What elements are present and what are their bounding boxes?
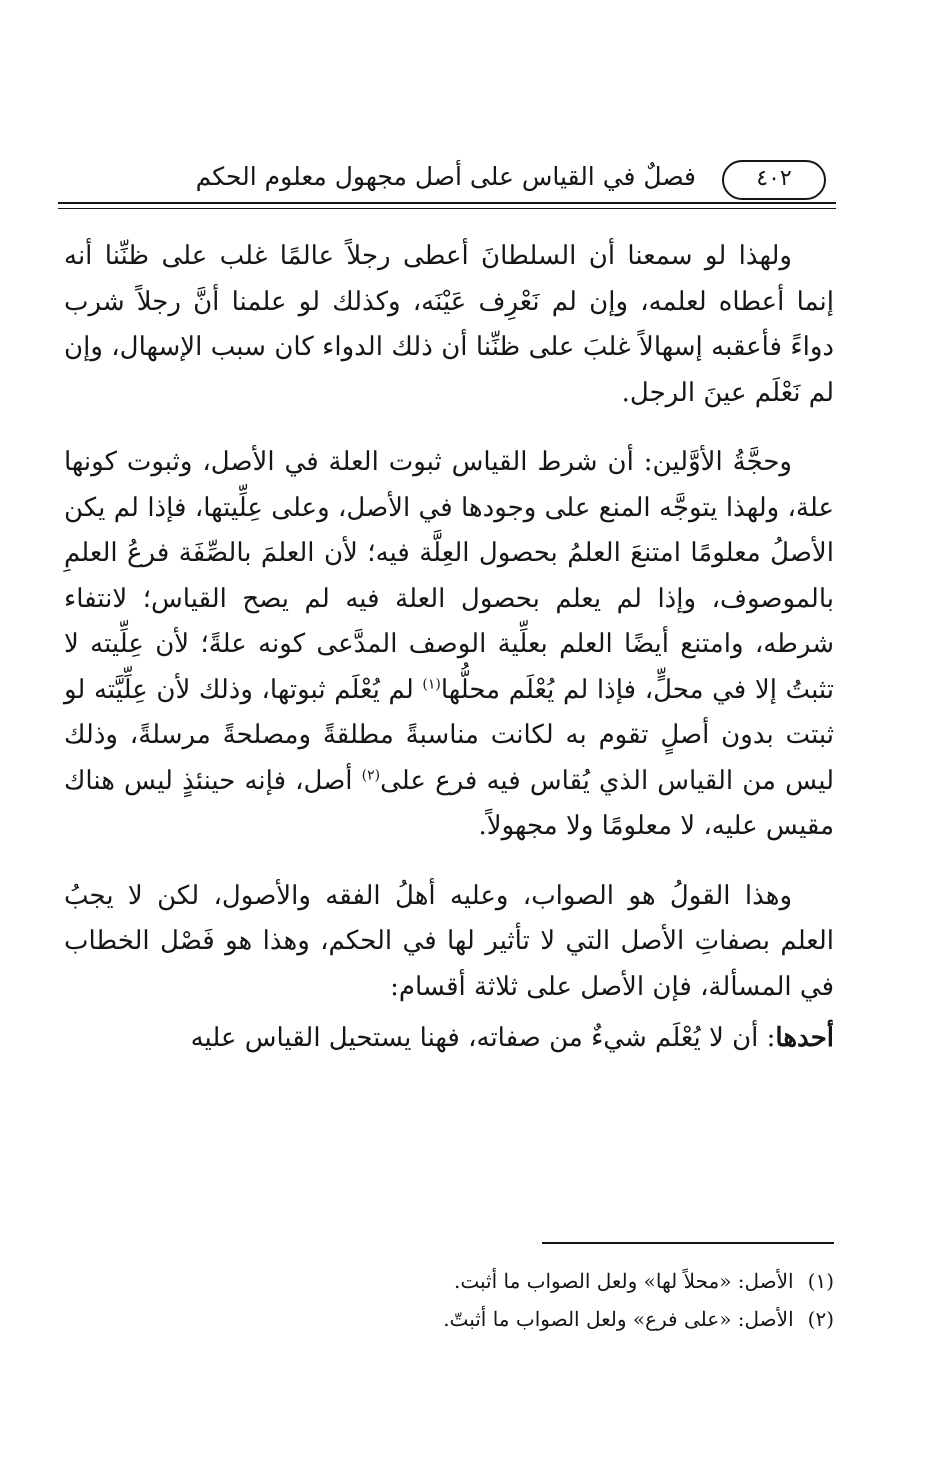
main-text: [64, 234, 834, 1062]
footnote-2-text: الأصل: «على فرع» ولعل الصواب ما أثبتّ.: [443, 1307, 794, 1331]
paragraph-2-part-3: أصل، فإنه حينئذٍ ليس هناك مقيس عليه، لا معلومًا ولا مجهولاً.: [64, 765, 834, 841]
footnote-ref-2[interactable]: (٢): [361, 766, 381, 783]
paragraph-2: [64, 440, 834, 850]
header-rule-thin: [58, 208, 836, 209]
footnote-ref-1[interactable]: (١): [422, 675, 441, 692]
footnote-1-number: (١): [807, 1269, 834, 1293]
paragraph-2-part-1: وحجَّةُ الأوَّلين: أن شرط القياس ثبوت العلة في الأصل، وثبوت كونها علة، ولهذا يتوجَّه المنع على وجودها في الأصل، وعلى عِلِّيتها، فإذا لم يكن الأصلُ معلومًا امتنعَ العلمُ بحصول العِلَّة فيه؛ لأن العلمَ بالصِّفَة فرعُ العلمِ بالموصوف، وإذا لم يعلم بحصول العلة فيه لم يصح القياس؛ لانتفاء شرطه، وامتنع أيضًا العلم بعلِّية الوصف المدَّعى كونه علةً؛ لأن عِلِّيته لا تثبتُ إلا في محلٍّ، فإذا لم يُعْلَم محلُّها: [64, 447, 835, 705]
running-title: فصلٌ في القياس على أصل مجهول معلوم الحكم: [195, 162, 696, 191]
footnotes: [100, 1262, 834, 1338]
footnote-1: [100, 1262, 834, 1300]
paragraph-3: وهذا القولُ هو الصواب، وعليه أهلُ الفقه والأصول، لكن لا يجبُ العلم بصفاتِ الأصل التي لا تأثير لها في الحكم، وهذا هو فَصْل الخطاب في المسألة، فإن الأصل على ثلاثة أقسام:: [64, 880, 834, 1002]
paragraph-2-part-2: لم يُعْلَم ثبوتها، وذلك لأن عِلِّيَّته لو ثبتت بدون أصلٍ تقوم به لكانت مناسبةً مطلقةً ومصلحةً مرسلةً، وذلك ليس من القياس الذي يُقاس فيه فرع على: [64, 674, 835, 796]
paragraph-4-lead: أحدها: [775, 1023, 834, 1053]
paragraph-4: [64, 1016, 834, 1062]
footnote-1-text: الأصل: «محلاً لها» ولعل الصواب ما أثبت.: [453, 1269, 794, 1293]
header-rule: [58, 202, 836, 204]
footnote-2: [100, 1300, 834, 1338]
footnote-separator: [542, 1242, 834, 1244]
page-number: ٤٠٢: [722, 160, 826, 200]
page-header: [58, 156, 836, 208]
paragraph-1: ولهذا لو سمعنا أن السلطانَ أعطى رجلاً عالمًا غلب على ظنِّنا أنه إنما أعطاه لعلمه، وإن لم نَعْرِف عَيْنَه، وكذلك لو علمنا أنَّ رجلاً شرب دواءً فأعقبه إسهالاً غلبَ على ظنِّنا أن ذلك الدواء كان سبب الإسهال، وإن لم نَعْلَم عينَ الرجل.: [64, 241, 834, 408]
footnote-2-number: (٢): [807, 1307, 834, 1331]
paragraph-4-text: : أن لا يُعْلَم شيءٌ من صفاته، فهنا يستحيل القياس عليه: [190, 1023, 776, 1053]
